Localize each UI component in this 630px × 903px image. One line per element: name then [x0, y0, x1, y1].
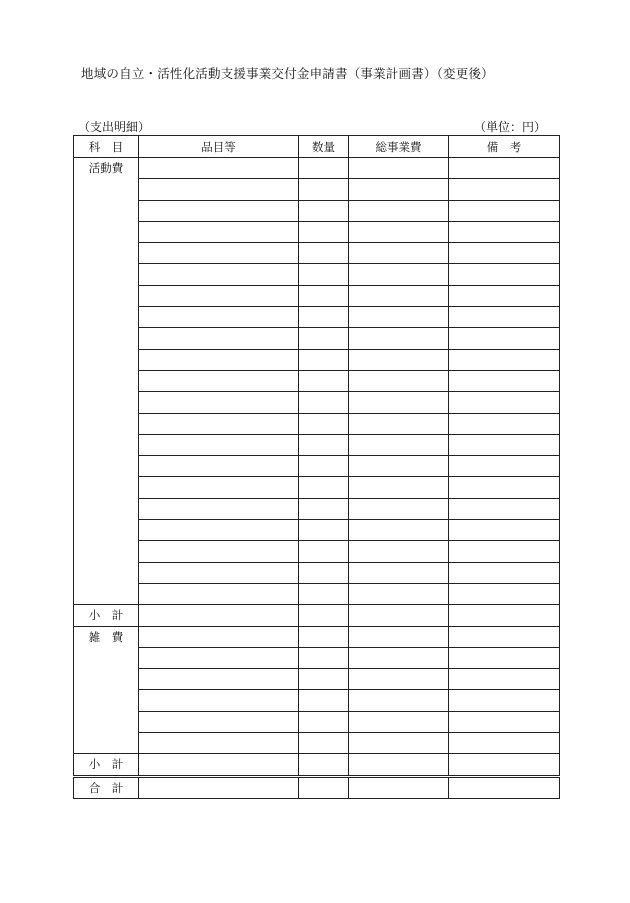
total-cost-cell[interactable]: [349, 583, 449, 604]
remarks-cell[interactable]: [449, 626, 560, 647]
subtotal-label: 小 計: [74, 754, 139, 776]
subtotal-label: 小 計: [74, 605, 139, 626]
quantity-cell[interactable]: [299, 647, 349, 668]
item-cell[interactable]: [139, 754, 299, 776]
item-cell[interactable]: [139, 733, 299, 754]
header-remarks: 備 考: [449, 136, 560, 158]
quantity-cell[interactable]: [299, 413, 349, 434]
quantity-cell[interactable]: [299, 690, 349, 711]
remarks-cell[interactable]: [449, 647, 560, 668]
quantity-cell[interactable]: [299, 626, 349, 647]
table-row: [74, 690, 560, 711]
remarks-cell[interactable]: [449, 776, 560, 798]
quantity-cell[interactable]: [299, 158, 349, 179]
total-cost-cell[interactable]: [349, 243, 449, 264]
item-cell[interactable]: [139, 690, 299, 711]
total-cost-cell[interactable]: [349, 626, 449, 647]
total-cost-cell[interactable]: [349, 605, 449, 626]
item-cell[interactable]: [139, 647, 299, 668]
item-cell[interactable]: [139, 711, 299, 732]
header-item: 品目等: [139, 136, 299, 158]
item-cell[interactable]: [139, 477, 299, 498]
item-cell[interactable]: [139, 626, 299, 647]
quantity-cell[interactable]: [299, 434, 349, 455]
header-row: [74, 136, 560, 158]
table-row: [74, 158, 560, 179]
unit-label: （単位：円）: [474, 120, 547, 134]
total-cost-cell[interactable]: [349, 477, 449, 498]
remarks-cell[interactable]: [449, 583, 560, 604]
quantity-cell[interactable]: [299, 200, 349, 221]
table-row: [74, 583, 560, 604]
total-cost-cell[interactable]: [349, 434, 449, 455]
item-cell[interactable]: [139, 456, 299, 477]
item-cell[interactable]: [139, 413, 299, 434]
total-cost-cell[interactable]: [349, 179, 449, 200]
remarks-cell[interactable]: [449, 307, 560, 328]
remarks-cell[interactable]: [449, 498, 560, 519]
total-cost-cell[interactable]: [349, 456, 449, 477]
total-label: 合 計: [74, 776, 139, 798]
table-row: [74, 370, 560, 391]
remarks-cell[interactable]: [449, 370, 560, 391]
total-row: [74, 776, 560, 798]
table-row: [74, 733, 560, 754]
remarks-cell[interactable]: [449, 285, 560, 306]
quantity-cell[interactable]: [299, 243, 349, 264]
quantity-cell[interactable]: [299, 605, 349, 626]
total-cost-cell[interactable]: [349, 328, 449, 349]
quantity-cell[interactable]: [299, 498, 349, 519]
remarks-cell[interactable]: [449, 711, 560, 732]
item-cell[interactable]: [139, 328, 299, 349]
table-row: [74, 285, 560, 306]
remarks-cell[interactable]: [449, 733, 560, 754]
item-cell[interactable]: [139, 221, 299, 242]
total-cost-cell[interactable]: [349, 647, 449, 668]
item-cell[interactable]: [139, 158, 299, 179]
item-cell[interactable]: [139, 370, 299, 391]
item-cell[interactable]: [139, 349, 299, 370]
header-quantity: 数量: [299, 136, 349, 158]
quantity-cell[interactable]: [299, 583, 349, 604]
remarks-cell[interactable]: [449, 754, 560, 776]
quantity-cell[interactable]: [299, 392, 349, 413]
total-cost-cell[interactable]: [349, 158, 449, 179]
item-cell[interactable]: [139, 562, 299, 583]
total-cost-cell[interactable]: [349, 498, 449, 519]
subtotal-row: [74, 605, 560, 626]
item-cell[interactable]: [139, 498, 299, 519]
quantity-cell[interactable]: [299, 264, 349, 285]
total-cost-cell[interactable]: [349, 200, 449, 221]
remarks-cell[interactable]: [449, 477, 560, 498]
item-cell[interactable]: [139, 392, 299, 413]
quantity-cell[interactable]: [299, 285, 349, 306]
remarks-cell[interactable]: [449, 690, 560, 711]
total-cost-cell[interactable]: [349, 520, 449, 541]
item-cell[interactable]: [139, 605, 299, 626]
table-row: [74, 307, 560, 328]
table-row: [74, 626, 560, 647]
total-cost-cell[interactable]: [349, 221, 449, 242]
item-cell[interactable]: [139, 583, 299, 604]
remarks-cell[interactable]: [449, 179, 560, 200]
total-cost-cell[interactable]: [349, 754, 449, 776]
remarks-cell[interactable]: [449, 221, 560, 242]
category-cell: 活動費: [74, 158, 139, 605]
remarks-cell[interactable]: [449, 349, 560, 370]
total-cost-cell[interactable]: [349, 285, 449, 306]
remarks-cell[interactable]: [449, 243, 560, 264]
header-category: 科 目: [74, 136, 139, 158]
category-cell: 雑 費: [74, 626, 139, 754]
table-row: [74, 520, 560, 541]
table-row: [74, 477, 560, 498]
table-row: [74, 413, 560, 434]
total-cost-cell[interactable]: [349, 349, 449, 370]
quantity-cell[interactable]: [299, 221, 349, 242]
section-label: （支出明細）: [78, 120, 151, 134]
item-cell[interactable]: [139, 434, 299, 455]
table-row: [74, 456, 560, 477]
document-title: 地域の自立・活性化活動支援事業交付金申請書（事業計画書）（変更後）: [81, 66, 494, 81]
table-row: [74, 200, 560, 221]
remarks-cell[interactable]: [449, 520, 560, 541]
quantity-cell[interactable]: [299, 711, 349, 732]
table-row: [74, 221, 560, 242]
quantity-cell[interactable]: [299, 370, 349, 391]
remarks-cell[interactable]: [449, 392, 560, 413]
total-cost-cell[interactable]: [349, 264, 449, 285]
table-row: [74, 669, 560, 690]
quantity-cell[interactable]: [299, 754, 349, 776]
remarks-cell[interactable]: [449, 158, 560, 179]
total-cost-cell[interactable]: [349, 669, 449, 690]
remarks-cell[interactable]: [449, 264, 560, 285]
remarks-cell[interactable]: [449, 434, 560, 455]
item-cell[interactable]: [139, 285, 299, 306]
subtotal-row: [74, 754, 560, 776]
table-row: [74, 243, 560, 264]
item-cell[interactable]: [139, 541, 299, 562]
total-cost-cell[interactable]: [349, 413, 449, 434]
total-cost-cell[interactable]: [349, 711, 449, 732]
remarks-cell[interactable]: [449, 562, 560, 583]
quantity-cell[interactable]: [299, 776, 349, 798]
remarks-cell[interactable]: [449, 541, 560, 562]
table-row: [74, 562, 560, 583]
item-cell[interactable]: [139, 776, 299, 798]
table-body: [74, 158, 560, 799]
remarks-cell[interactable]: [449, 605, 560, 626]
table-row: [74, 647, 560, 668]
expense-table: [73, 135, 560, 799]
quantity-cell[interactable]: [299, 669, 349, 690]
quantity-cell[interactable]: [299, 733, 349, 754]
table-row: [74, 711, 560, 732]
total-cost-cell[interactable]: [349, 690, 449, 711]
total-cost-cell[interactable]: [349, 392, 449, 413]
total-cost-cell[interactable]: [349, 776, 449, 798]
total-cost-cell[interactable]: [349, 541, 449, 562]
header-total-cost: 総事業費: [349, 136, 449, 158]
quantity-cell[interactable]: [299, 562, 349, 583]
remarks-cell[interactable]: [449, 669, 560, 690]
total-cost-cell[interactable]: [349, 562, 449, 583]
item-cell[interactable]: [139, 307, 299, 328]
table-row: [74, 498, 560, 519]
table-row: [74, 328, 560, 349]
table-row: [74, 264, 560, 285]
remarks-cell[interactable]: [449, 200, 560, 221]
table-row: [74, 392, 560, 413]
quantity-cell[interactable]: [299, 520, 349, 541]
item-cell[interactable]: [139, 520, 299, 541]
remarks-cell[interactable]: [449, 413, 560, 434]
item-cell[interactable]: [139, 669, 299, 690]
remarks-cell[interactable]: [449, 328, 560, 349]
item-cell[interactable]: [139, 200, 299, 221]
quantity-cell[interactable]: [299, 477, 349, 498]
quantity-cell[interactable]: [299, 179, 349, 200]
quantity-cell[interactable]: [299, 349, 349, 370]
table-row: [74, 349, 560, 370]
item-cell[interactable]: [139, 243, 299, 264]
table-row: [74, 434, 560, 455]
total-cost-cell[interactable]: [349, 733, 449, 754]
quantity-cell[interactable]: [299, 541, 349, 562]
remarks-cell[interactable]: [449, 456, 560, 477]
total-cost-cell[interactable]: [349, 370, 449, 391]
quantity-cell[interactable]: [299, 456, 349, 477]
total-cost-cell[interactable]: [349, 307, 449, 328]
quantity-cell[interactable]: [299, 307, 349, 328]
table-row: [74, 179, 560, 200]
item-cell[interactable]: [139, 264, 299, 285]
table-row: [74, 541, 560, 562]
quantity-cell[interactable]: [299, 328, 349, 349]
item-cell[interactable]: [139, 179, 299, 200]
